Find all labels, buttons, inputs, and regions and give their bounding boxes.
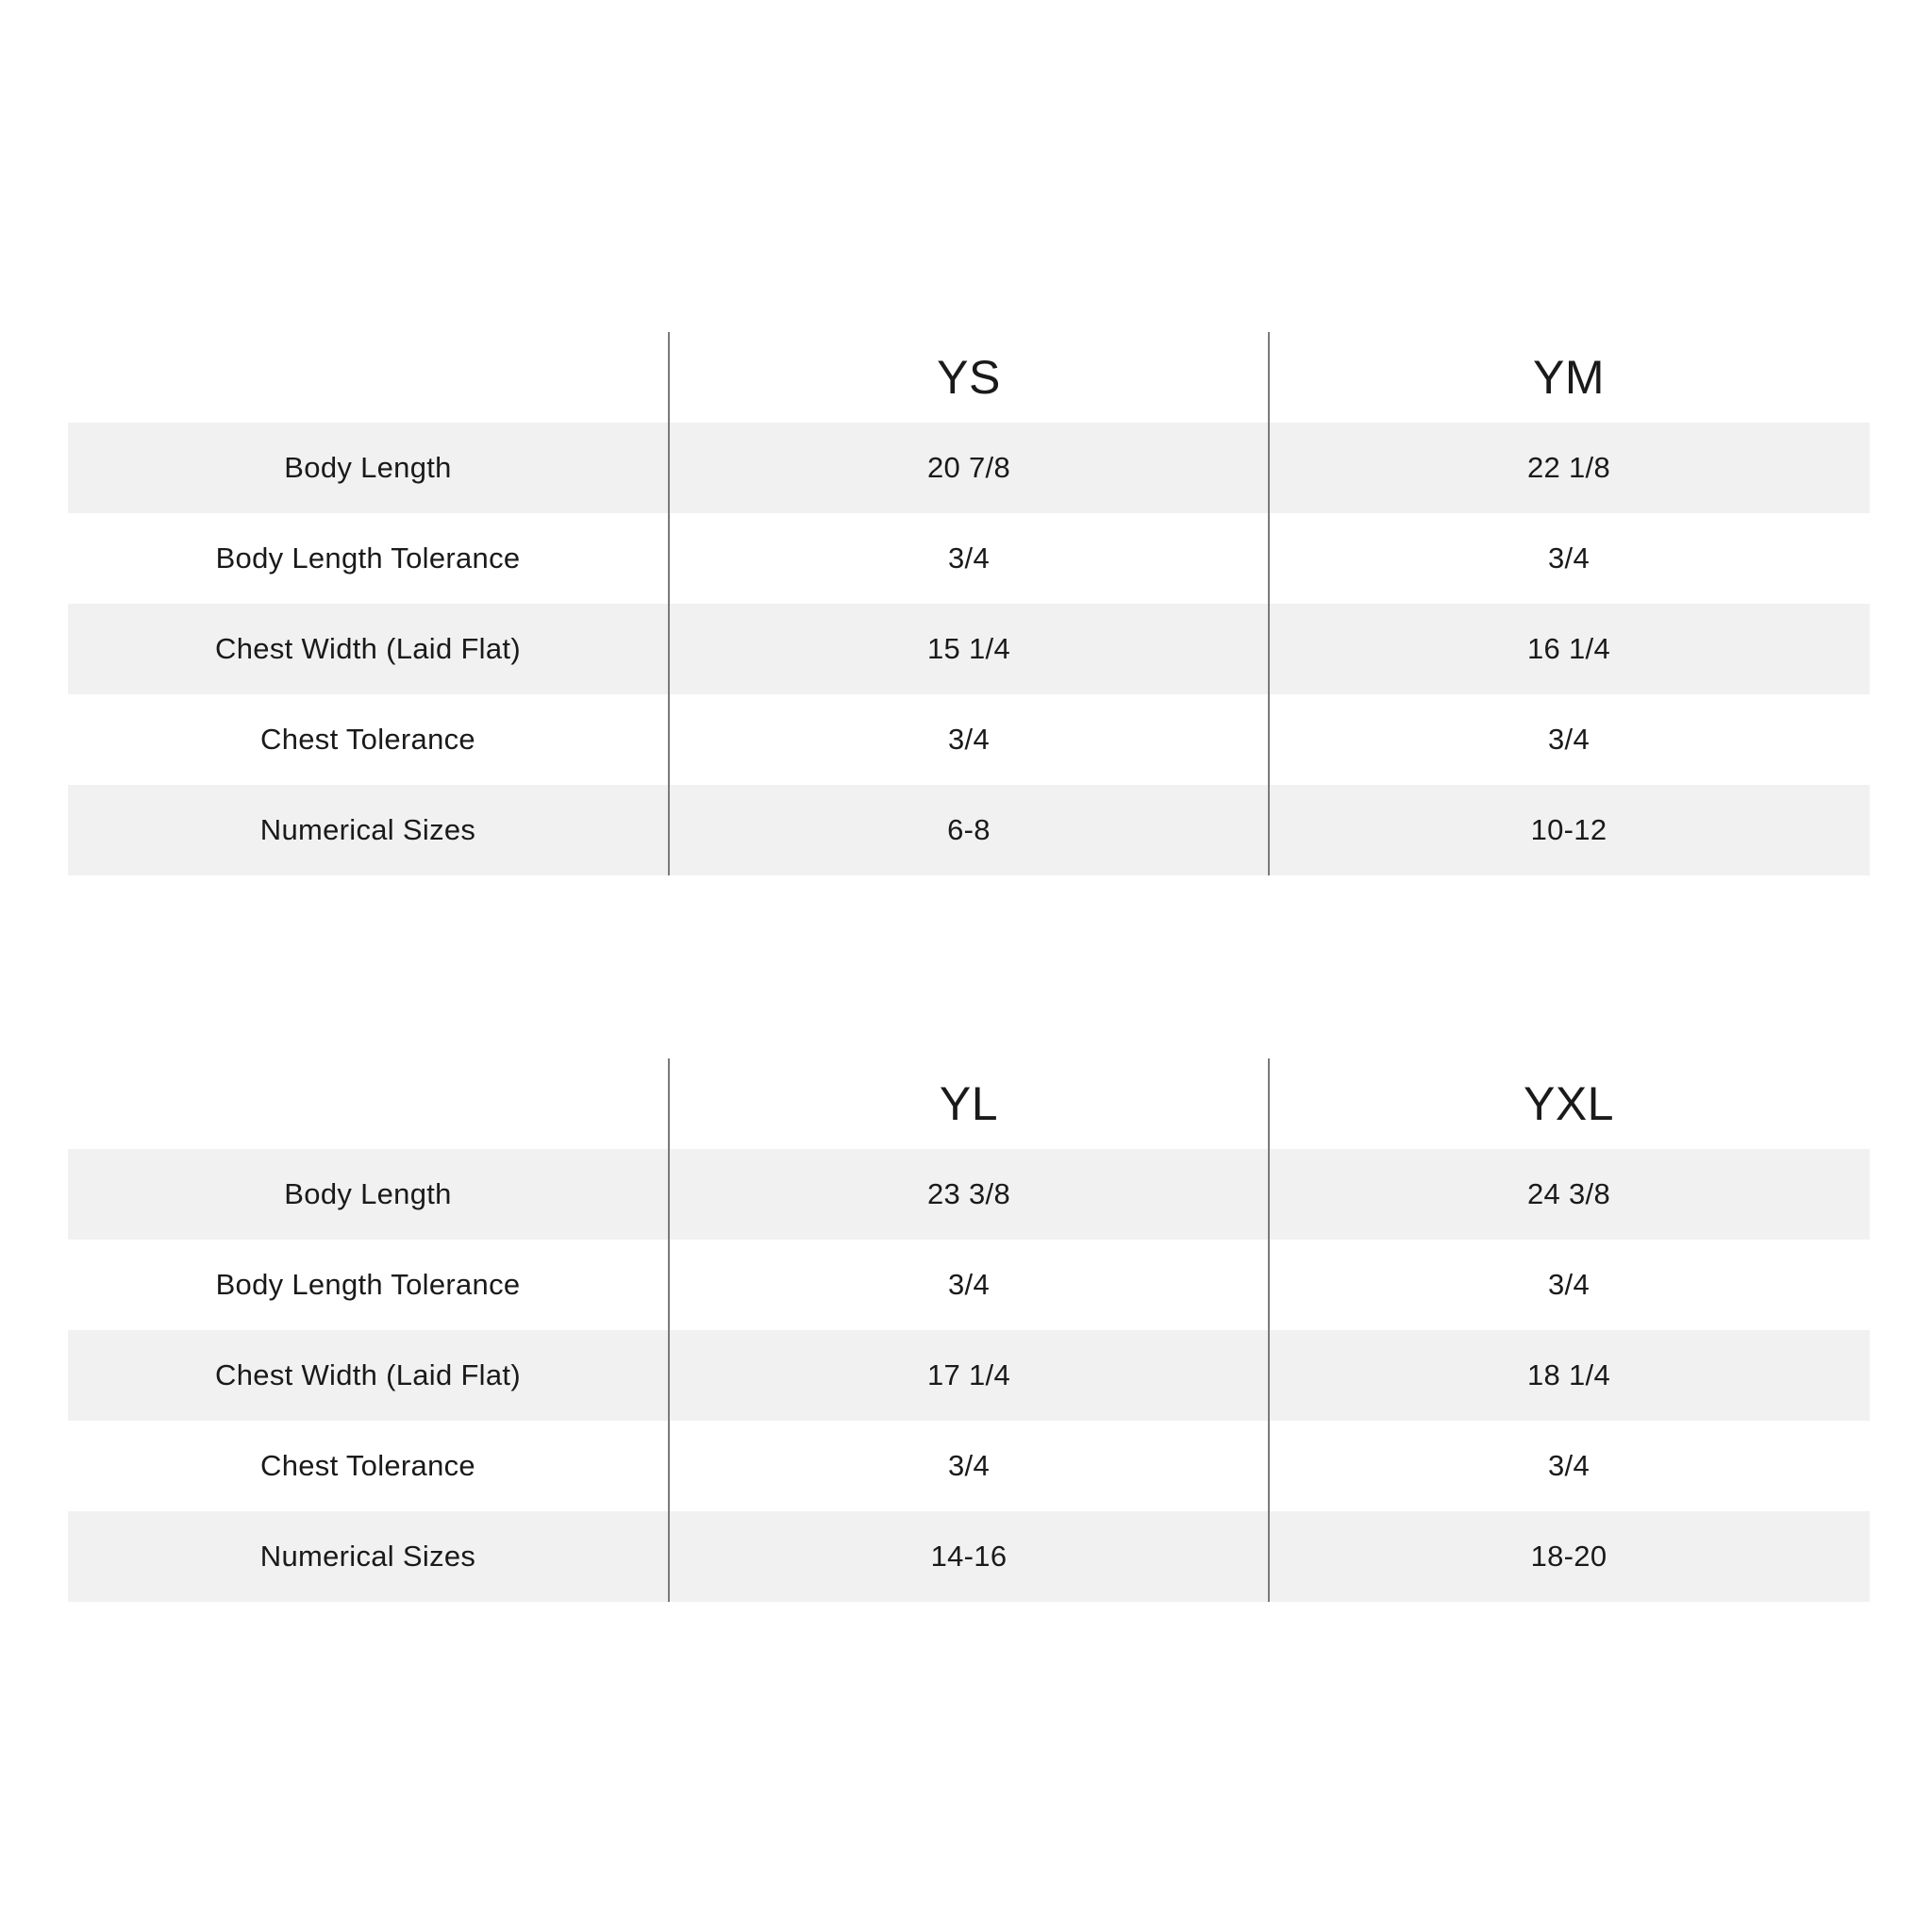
- value-cell: 18 1/4: [1268, 1330, 1868, 1421]
- size-header: YL: [668, 1058, 1268, 1149]
- value-cell: 24 3/8: [1268, 1149, 1868, 1240]
- row-label: Body Length Tolerance: [215, 1268, 521, 1301]
- row-label: Chest Tolerance: [260, 723, 475, 756]
- row-label: Body Length: [284, 451, 452, 484]
- size-header: YXL: [1268, 1058, 1868, 1149]
- value-cell: 15 1/4: [668, 604, 1268, 694]
- header-empty-cell: [68, 1058, 668, 1149]
- value-cell: 18-20: [1268, 1511, 1868, 1602]
- size-header: YS: [668, 332, 1268, 423]
- value-cell: 20 7/8: [668, 423, 1268, 513]
- value-cell: 3/4: [668, 513, 1268, 604]
- value-cell: 17 1/4: [668, 1330, 1268, 1421]
- row-label: Chest Width (Laid Flat): [215, 1358, 521, 1391]
- value-cell: 6-8: [668, 785, 1268, 875]
- value-cell: 10-12: [1268, 785, 1868, 875]
- row-label: Chest Tolerance: [260, 1449, 475, 1482]
- value-cell: 3/4: [668, 1421, 1268, 1511]
- value-cell: 3/4: [668, 694, 1268, 785]
- size-chart-table-yl-yxl: [68, 1058, 1870, 1602]
- value-cell: 3/4: [1268, 1240, 1868, 1330]
- table-row: [68, 513, 1870, 604]
- table-row: [68, 1511, 1870, 1602]
- size-header-row: [68, 1058, 1870, 1149]
- table-row: [68, 694, 1870, 785]
- value-cell: 22 1/8: [1268, 423, 1868, 513]
- value-cell: 16 1/4: [1268, 604, 1868, 694]
- header-empty-cell: [68, 332, 668, 423]
- table-row: [68, 604, 1870, 694]
- row-label: Numerical Sizes: [259, 813, 476, 846]
- size-chart-table-ys-ym: [68, 332, 1870, 875]
- table-row: [68, 1240, 1870, 1330]
- row-label: Chest Width (Laid Flat): [215, 632, 521, 665]
- value-cell: 3/4: [1268, 694, 1868, 785]
- value-cell: 23 3/8: [668, 1149, 1268, 1240]
- size-header-row: [68, 332, 1870, 423]
- table-row: [68, 423, 1870, 513]
- table-row: [68, 1421, 1870, 1511]
- value-cell: 3/4: [668, 1240, 1268, 1330]
- value-cell: 3/4: [1268, 513, 1868, 604]
- row-label: Body Length Tolerance: [215, 541, 521, 575]
- value-cell: 14-16: [668, 1511, 1268, 1602]
- table-row: [68, 1149, 1870, 1240]
- table-row: [68, 1330, 1870, 1421]
- size-header: YM: [1268, 332, 1868, 423]
- table-row: [68, 785, 1870, 875]
- row-label: Body Length: [284, 1177, 452, 1210]
- row-label: Numerical Sizes: [259, 1540, 476, 1573]
- value-cell: 3/4: [1268, 1421, 1868, 1511]
